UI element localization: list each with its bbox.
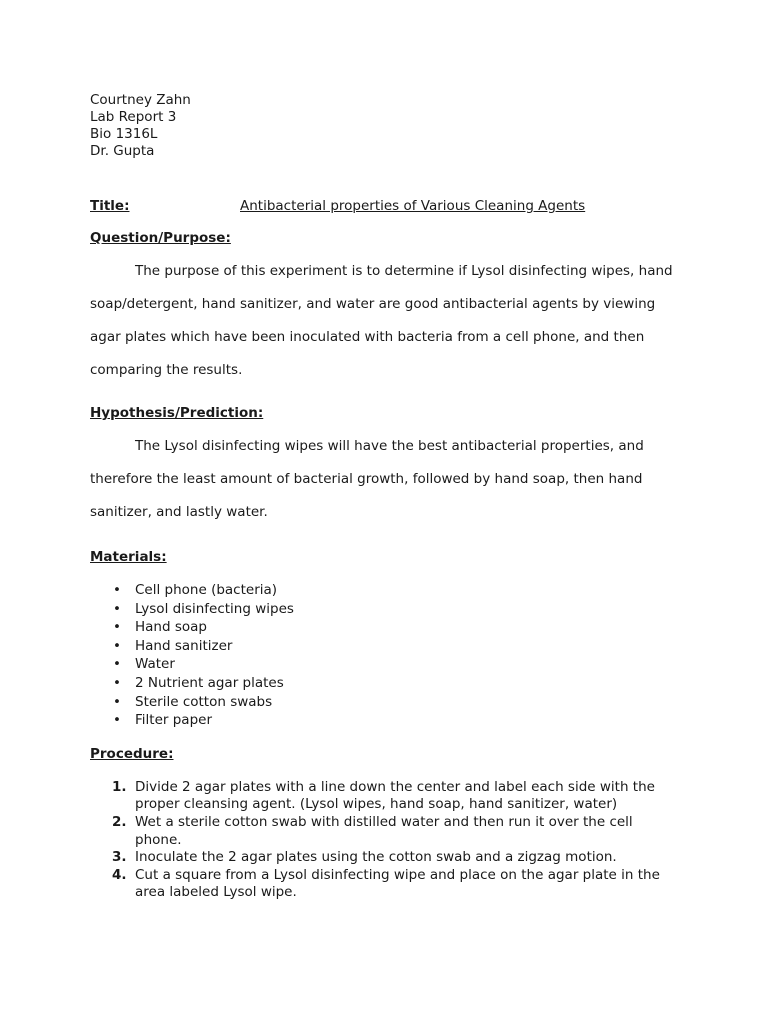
- step-number: 4.: [112, 866, 127, 883]
- purpose-paragraph: The purpose of this experiment is to determine if Lysol disinfecting wipes, hand soap/detergent, hand sanitizer, and water are good antibacterial agents by viewing agar plates which have been inoculated with bacteria from a cell phone, and then comparing the results.: [90, 263, 673, 378]
- bullet-icon: •: [113, 637, 121, 654]
- procedure-list: [90, 779, 680, 902]
- purpose-heading: Question/Purpose:: [90, 230, 231, 246]
- step-number: 3.: [112, 849, 127, 866]
- procedure-step: [90, 867, 680, 902]
- bullet-icon: •: [113, 619, 121, 636]
- title-row: [90, 198, 680, 215]
- list-item: • Cell phone (bacteria): [113, 582, 278, 598]
- step-text: Divide 2 agar plates with a line down the center and label each side with the proper cleansing agent. (Lysol wipes, hand soap, hand sanitizer, water): [135, 778, 655, 813]
- hypothesis-heading: Hypothesis/Prediction:: [90, 405, 264, 421]
- list-item: • Water: [113, 656, 175, 673]
- materials-heading: Materials:: [90, 549, 167, 565]
- title-text: Antibacterial properties of Various Cleaning Agents: [240, 198, 586, 214]
- procedure-heading: Procedure:: [90, 745, 174, 762]
- bullet-icon: •: [113, 674, 121, 691]
- step-text: Wet a sterile cotton swab with distilled water and then run it over the cell phone.: [135, 813, 633, 848]
- bullet-icon: •: [113, 693, 121, 710]
- step-number: 1.: [112, 778, 127, 795]
- instructor-name: Dr. Gupta: [90, 143, 155, 159]
- author-name: Courtney Zahn: [90, 92, 191, 108]
- list-item: • Hand sanitizer: [113, 637, 233, 654]
- materials-list: [90, 581, 680, 730]
- procedure-step: [90, 779, 680, 814]
- list-item: • Filter paper: [113, 712, 212, 729]
- hypothesis-paragraph: The Lysol disinfecting wipes will have the best antibacterial properties, and therefore the least amount of bacterial growth, followed by hand soap, then hand sanitizer, and lastly water.: [90, 438, 644, 520]
- step-text: Cut a square from a Lysol disinfecting wipe and place on the agar plate in the area labeled Lysol wipe.: [135, 866, 660, 901]
- list-item: • Sterile cotton swabs: [113, 693, 273, 710]
- procedure-step: [90, 849, 680, 867]
- document-page: [90, 92, 680, 902]
- report-number: Lab Report 3: [90, 109, 177, 125]
- bullet-icon: •: [113, 600, 121, 617]
- bullet-icon: •: [113, 712, 121, 729]
- list-item: • Lysol disinfecting wipes: [113, 600, 294, 617]
- step-number: 2.: [112, 813, 127, 830]
- procedure-step: [90, 814, 680, 849]
- list-item: • 2 Nutrient agar plates: [113, 674, 284, 691]
- title-label: Title:: [90, 198, 130, 214]
- bullet-icon: •: [113, 656, 121, 673]
- course-code: Bio 1316L: [90, 126, 158, 142]
- step-text: Inoculate the 2 agar plates using the cotton swab and a zigzag motion.: [135, 849, 617, 866]
- list-item: • Hand soap: [113, 619, 207, 636]
- bullet-icon: •: [113, 582, 121, 598]
